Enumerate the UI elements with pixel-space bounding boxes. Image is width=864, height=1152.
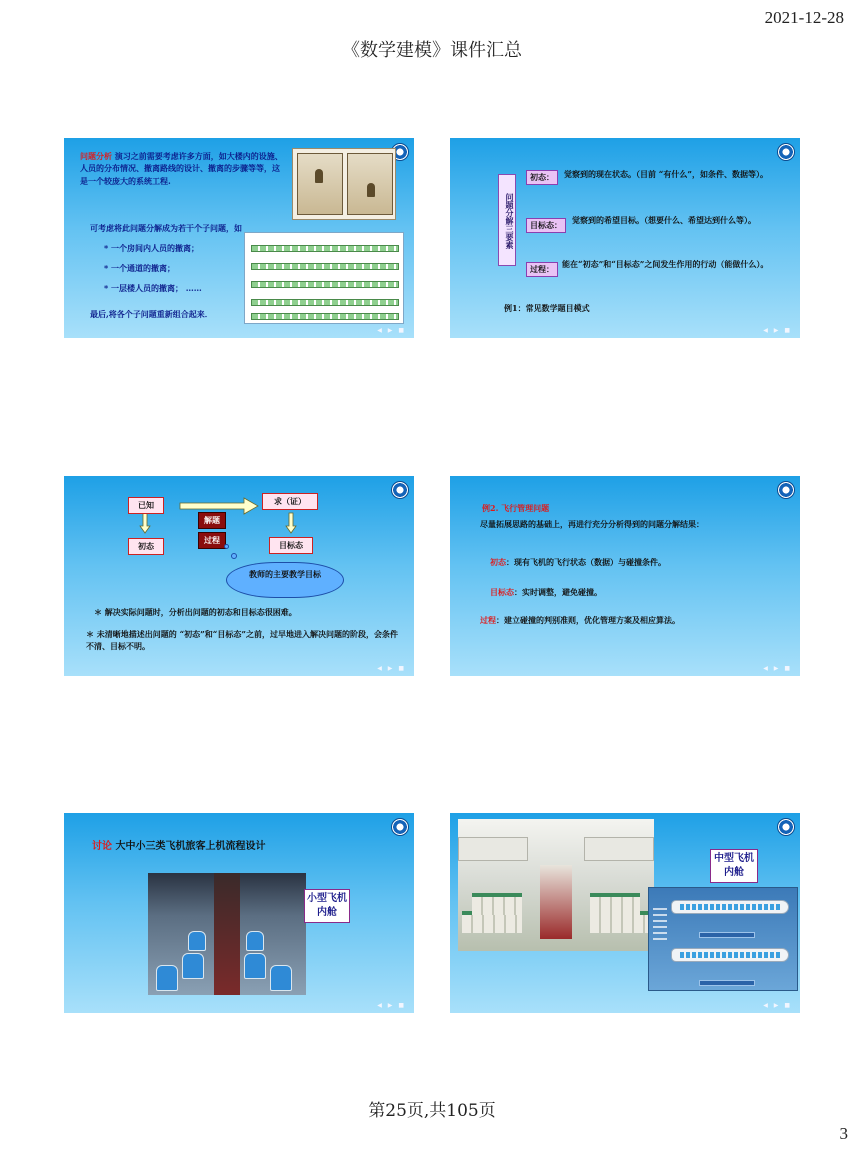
slide-boarding-discussion: [64, 813, 414, 1013]
init-state-text: 觉察到的现在状态。（目前 “有什么”，如条件、数据等）。: [564, 169, 768, 179]
slide-nav-icon: ◀ ▶ ■: [377, 665, 406, 672]
slide1-item-corridor: * 一个通道的撤离；: [104, 263, 175, 273]
slide-flight-management: [450, 476, 800, 676]
slide-problem-analysis: [64, 138, 414, 338]
teaching-goal-cloud: 教师的主要教学目标: [226, 562, 344, 598]
goal-state-text: 觉察到的希望目标。（想要什么、希望达到什么等）。: [572, 215, 756, 225]
slide-nav-icon: ◀ ▶ ■: [377, 1002, 406, 1009]
floor-plan-diagram: [244, 232, 404, 324]
school-logo-icon: [777, 481, 795, 499]
slide-nav-icon: ◀ ▶ ■: [763, 665, 792, 672]
flight-init-state: 初态：现有飞机的飞行状态（数据）与碰撞条件。: [490, 557, 666, 567]
slide-three-elements: [450, 138, 800, 338]
slide1-intro: [80, 150, 286, 187]
three-elements-label: 问题分解三要素: [498, 174, 516, 266]
example-2-intro: 尽量拓展思路的基础上，再进行充分分析得到的问题分解结果：: [480, 519, 704, 529]
note-2: ＊ 未清晰地描述出问题的 “初态”和“目标态”之前，过早地进入解决问题的阶段，会条件不清、目标不明。: [86, 629, 398, 652]
slide1-decompose: 可考虑将此问题分解成为若干个子问题，如: [90, 223, 242, 233]
medium-plane-cabin-photo: [458, 819, 654, 951]
discussion-title: 讨论 大中小三类飞机旅客上机流程设计: [92, 841, 266, 852]
slide1-lead: 问题分析: [80, 151, 112, 161]
example-1: 例1：常见数学题目模式: [504, 303, 590, 313]
seek-box: 求（证）: [262, 493, 318, 510]
thought-bubble: [224, 544, 229, 549]
school-logo-icon: [391, 818, 409, 836]
small-cabin-callout: 小型飞机内舱: [304, 889, 350, 923]
slide-medium-cabin: [450, 813, 800, 1013]
slide-nav-icon: ◀ ▶ ■: [763, 327, 792, 334]
slide-problem-solving-diagram: [64, 476, 414, 676]
slide1-item-room: * 一个房间内人员的撤离；: [104, 243, 199, 253]
flight-goal-state: 目标态：实时调整，避免碰撞。: [490, 587, 602, 597]
evacuation-cartoon: [292, 148, 396, 220]
process-tag: 过程：: [526, 262, 558, 277]
medium-cabin-callout: 中型飞机内舱: [710, 849, 758, 883]
process-box: 过程: [198, 532, 226, 549]
school-logo-icon: [777, 818, 795, 836]
slide-nav-icon: ◀ ▶ ■: [377, 327, 406, 334]
slide1-item-floor: * 一层楼人员的撤离； ……: [104, 283, 202, 293]
process-text: 能在“初态”和“目标态”之间发生作用的行动（能做什么）。: [562, 259, 769, 269]
page-number: 3: [839, 1124, 848, 1143]
slide1-intro-text: 演习之前需要考虑许多方面，如大楼内的设施、人员的分布情况、撤离路线的设计、撤离的步骤等等，这是一个较庞大的系统工程.: [80, 151, 283, 186]
thought-bubble: [231, 553, 237, 559]
solve-box: 解题: [198, 512, 226, 529]
known-box: 已知: [128, 497, 164, 514]
seat-map-diagram: [648, 887, 798, 991]
document-title: 《数学建模》课件汇总: [342, 40, 522, 61]
goal-state-tag: 目标态：: [526, 218, 566, 233]
flight-process: 过程：建立碰撞的判别准则，优化管理方案及相应算法。: [480, 615, 680, 625]
slide1-conclusion: 最后,将各个子问题重新组合起来．: [90, 309, 213, 319]
print-date: 2021-12-28: [764, 8, 844, 27]
example-2-title: 例2. 飞行管理问题: [482, 503, 550, 513]
school-logo-icon: [777, 143, 795, 161]
init-state-tag: 初态：: [526, 170, 558, 185]
page-info: 第25页,共105页: [368, 1101, 496, 1121]
slide-nav-icon: ◀ ▶ ■: [763, 1002, 792, 1009]
small-plane-cabin-photo: [148, 873, 306, 995]
note-1: ＊ 解决实际问题时，分析出问题的初态和目标态很困难。: [94, 607, 297, 617]
goal-state-box: 目标态: [269, 537, 313, 554]
initial-state-box: 初态: [128, 538, 164, 555]
